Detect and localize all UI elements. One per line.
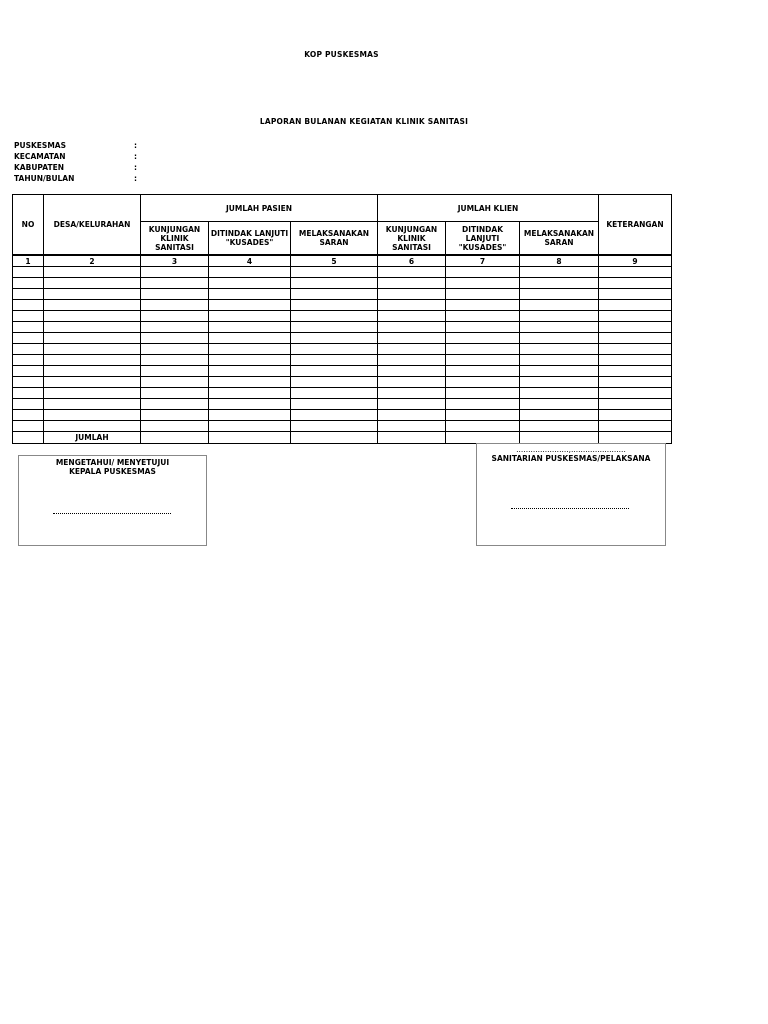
table-cell [13, 333, 44, 344]
table-cell [141, 355, 209, 366]
table-cell [599, 267, 672, 278]
table-cell [209, 289, 291, 300]
table-cell [209, 344, 291, 355]
column-number: 8 [520, 255, 599, 267]
table-cell [520, 322, 599, 333]
table-cell [378, 289, 446, 300]
table-row [13, 333, 672, 344]
table-cell [446, 355, 520, 366]
table-cell [378, 300, 446, 311]
col-header-pasien-saran: MELAKSANAKAN SARAN [291, 222, 378, 256]
table-cell [446, 289, 520, 300]
table-cell [291, 410, 378, 421]
table-cell [378, 366, 446, 377]
total-row [13, 432, 672, 444]
table-cell [446, 377, 520, 388]
info-label: PUSKESMAS [14, 141, 66, 150]
table-cell [13, 377, 44, 388]
table-cell [599, 311, 672, 322]
table-cell [141, 267, 209, 278]
signature-role-label: KEPALA PUSKESMAS [69, 467, 156, 476]
table-cell [141, 344, 209, 355]
info-colon: : [134, 152, 137, 161]
table-cell [141, 311, 209, 322]
info-colon: : [134, 174, 137, 183]
table-cell [44, 377, 141, 388]
table-cell [44, 344, 141, 355]
table-row [13, 344, 672, 355]
table-cell [209, 421, 291, 432]
column-number: 2 [44, 255, 141, 267]
signature-line [511, 508, 629, 509]
table-cell [13, 311, 44, 322]
col-header-keterangan: KETERANGAN [599, 195, 672, 256]
table-cell [141, 399, 209, 410]
table-cell [378, 377, 446, 388]
table-cell [291, 278, 378, 289]
header-row-group [13, 195, 672, 222]
table-cell [378, 267, 446, 278]
table-cell [446, 300, 520, 311]
table-cell [599, 322, 672, 333]
table-cell [44, 289, 141, 300]
table-cell [291, 344, 378, 355]
table-cell [44, 366, 141, 377]
col-header-pasien-kunjungan: KUNJUNGAN KLINIK SANITASI [141, 222, 209, 256]
signature-approve-label: MENGETAHUI/ MENYETUJUI [55, 458, 170, 467]
column-number: 1 [13, 255, 44, 267]
table-cell [599, 366, 672, 377]
table-cell [13, 344, 44, 355]
table-cell [378, 278, 446, 289]
table-cell [44, 421, 141, 432]
table-cell [520, 421, 599, 432]
table-cell [446, 388, 520, 399]
table-cell [599, 300, 672, 311]
table-cell [520, 311, 599, 322]
table-cell [446, 421, 520, 432]
table-cell [520, 355, 599, 366]
column-number: 6 [378, 255, 446, 267]
column-number-row [13, 255, 672, 267]
table-cell [44, 278, 141, 289]
total-cell [446, 432, 520, 444]
table-cell [378, 355, 446, 366]
table-row [13, 355, 672, 366]
table-cell [520, 267, 599, 278]
table-cell [520, 300, 599, 311]
table-cell [44, 322, 141, 333]
table-cell [291, 399, 378, 410]
signature-box-kepala [18, 455, 207, 546]
column-number: 9 [599, 255, 672, 267]
table-cell [446, 278, 520, 289]
table-cell [44, 311, 141, 322]
table-cell [291, 311, 378, 322]
table-cell [209, 300, 291, 311]
table-cell [599, 399, 672, 410]
table-cell [13, 421, 44, 432]
table-cell [13, 278, 44, 289]
group-header-pasien: JUMLAH PASIEN [141, 195, 378, 222]
total-cell-no [13, 432, 44, 444]
col-header-klien-kunjungan: KUNJUNGAN KLINIK SANITASI [378, 222, 446, 256]
table-cell [209, 366, 291, 377]
table-cell [520, 399, 599, 410]
info-row-kabupaten [14, 162, 137, 173]
table-cell [291, 267, 378, 278]
table-cell [599, 355, 672, 366]
total-cell [378, 432, 446, 444]
table-row [13, 399, 672, 410]
table-cell [378, 311, 446, 322]
signature-place-date: ......................,....................... [516, 445, 626, 454]
total-cell [520, 432, 599, 444]
table-cell [44, 300, 141, 311]
total-cell [599, 432, 672, 444]
table-cell [599, 377, 672, 388]
table-cell [291, 377, 378, 388]
col-header-pasien-ditindak: DITINDAK LANJUTI "KUSADES" [209, 222, 291, 256]
table-cell [378, 421, 446, 432]
table-cell [446, 344, 520, 355]
table-row [13, 366, 672, 377]
table-cell [291, 333, 378, 344]
table-cell [378, 410, 446, 421]
table-row [13, 421, 672, 432]
table-cell [209, 355, 291, 366]
table-cell [141, 421, 209, 432]
column-number: 3 [141, 255, 209, 267]
table-cell [13, 300, 44, 311]
total-label: JUMLAH [44, 432, 141, 444]
table-row [13, 388, 672, 399]
col-header-klien-ditindak: DITINDAK LANJUTI "KUSADES" [446, 222, 520, 256]
table-cell [446, 267, 520, 278]
table-cell [44, 388, 141, 399]
table-row [13, 322, 672, 333]
info-label: KABUPATEN [14, 163, 64, 172]
col-header-desa: DESA/KELURAHAN [44, 195, 141, 256]
total-cell [291, 432, 378, 444]
table-cell [599, 421, 672, 432]
kop-puskesmas-heading: KOP PUSKESMAS [304, 50, 379, 59]
table-cell [520, 344, 599, 355]
signature-role-label: SANITARIAN PUSKESMAS/PELAKSANA [491, 454, 651, 463]
table-cell [291, 421, 378, 432]
table-cell [13, 388, 44, 399]
info-row-tahun-bulan [14, 173, 137, 184]
table-cell [141, 366, 209, 377]
table-cell [209, 322, 291, 333]
table-cell [378, 399, 446, 410]
table-row [13, 311, 672, 322]
table-row [13, 289, 672, 300]
info-label: TAHUN/BULAN [14, 174, 75, 183]
table-cell [209, 333, 291, 344]
table-cell [13, 399, 44, 410]
table-cell [44, 267, 141, 278]
table-cell [378, 388, 446, 399]
table-row [13, 300, 672, 311]
table-row [13, 410, 672, 421]
table-cell [141, 278, 209, 289]
signature-line [53, 513, 171, 514]
table-row [13, 267, 672, 278]
table-cell [520, 289, 599, 300]
col-header-no: NO [13, 195, 44, 256]
table-cell [291, 355, 378, 366]
table-cell [599, 410, 672, 421]
table-cell [599, 289, 672, 300]
column-number: 4 [209, 255, 291, 267]
table-cell [520, 278, 599, 289]
table-cell [141, 333, 209, 344]
table-cell [141, 322, 209, 333]
table-cell [209, 311, 291, 322]
table-row [13, 278, 672, 289]
total-cell [141, 432, 209, 444]
table-cell [141, 388, 209, 399]
table-cell [141, 377, 209, 388]
table-cell [291, 300, 378, 311]
table-cell [446, 333, 520, 344]
column-number: 5 [291, 255, 378, 267]
table-cell [13, 410, 44, 421]
report-title: LAPORAN BULANAN KEGIATAN KLINIK SANITASI [259, 117, 469, 126]
signature-box-sanitarian [476, 443, 666, 546]
col-header-klien-saran: MELAKSANAKAN SARAN [520, 222, 599, 256]
table-cell [13, 322, 44, 333]
table-cell [446, 410, 520, 421]
table-cell [378, 344, 446, 355]
table-cell [209, 267, 291, 278]
table-cell [209, 399, 291, 410]
table-cell [599, 388, 672, 399]
table-cell [378, 333, 446, 344]
table-cell [141, 300, 209, 311]
group-header-klien: JUMLAH KLIEN [378, 195, 599, 222]
table-cell [599, 344, 672, 355]
table-cell [44, 333, 141, 344]
table-cell [446, 322, 520, 333]
table-cell [13, 267, 44, 278]
table-cell [44, 355, 141, 366]
table-cell [378, 322, 446, 333]
table-cell [520, 377, 599, 388]
total-cell [209, 432, 291, 444]
table-cell [520, 366, 599, 377]
table-cell [520, 333, 599, 344]
info-colon: : [134, 163, 137, 172]
table-cell [599, 278, 672, 289]
table-cell [209, 388, 291, 399]
table-cell [141, 410, 209, 421]
info-colon: : [134, 141, 137, 150]
table-cell [209, 278, 291, 289]
table-cell [44, 410, 141, 421]
table-cell [13, 366, 44, 377]
report-table [12, 194, 672, 444]
info-label: KECAMATAN [14, 152, 66, 161]
table-cell [291, 366, 378, 377]
table-cell [446, 399, 520, 410]
table-cell [13, 289, 44, 300]
table-cell [209, 377, 291, 388]
table-cell [291, 322, 378, 333]
table-cell [291, 289, 378, 300]
table-cell [520, 410, 599, 421]
info-row-kecamatan [14, 151, 137, 162]
table-cell [141, 289, 209, 300]
table-cell [446, 366, 520, 377]
table-cell [520, 388, 599, 399]
table-cell [209, 410, 291, 421]
table-cell [291, 388, 378, 399]
info-row-puskesmas [14, 140, 137, 151]
table-cell [44, 399, 141, 410]
table-cell [446, 311, 520, 322]
table-row [13, 377, 672, 388]
column-number: 7 [446, 255, 520, 267]
table-cell [13, 355, 44, 366]
table-cell [599, 333, 672, 344]
